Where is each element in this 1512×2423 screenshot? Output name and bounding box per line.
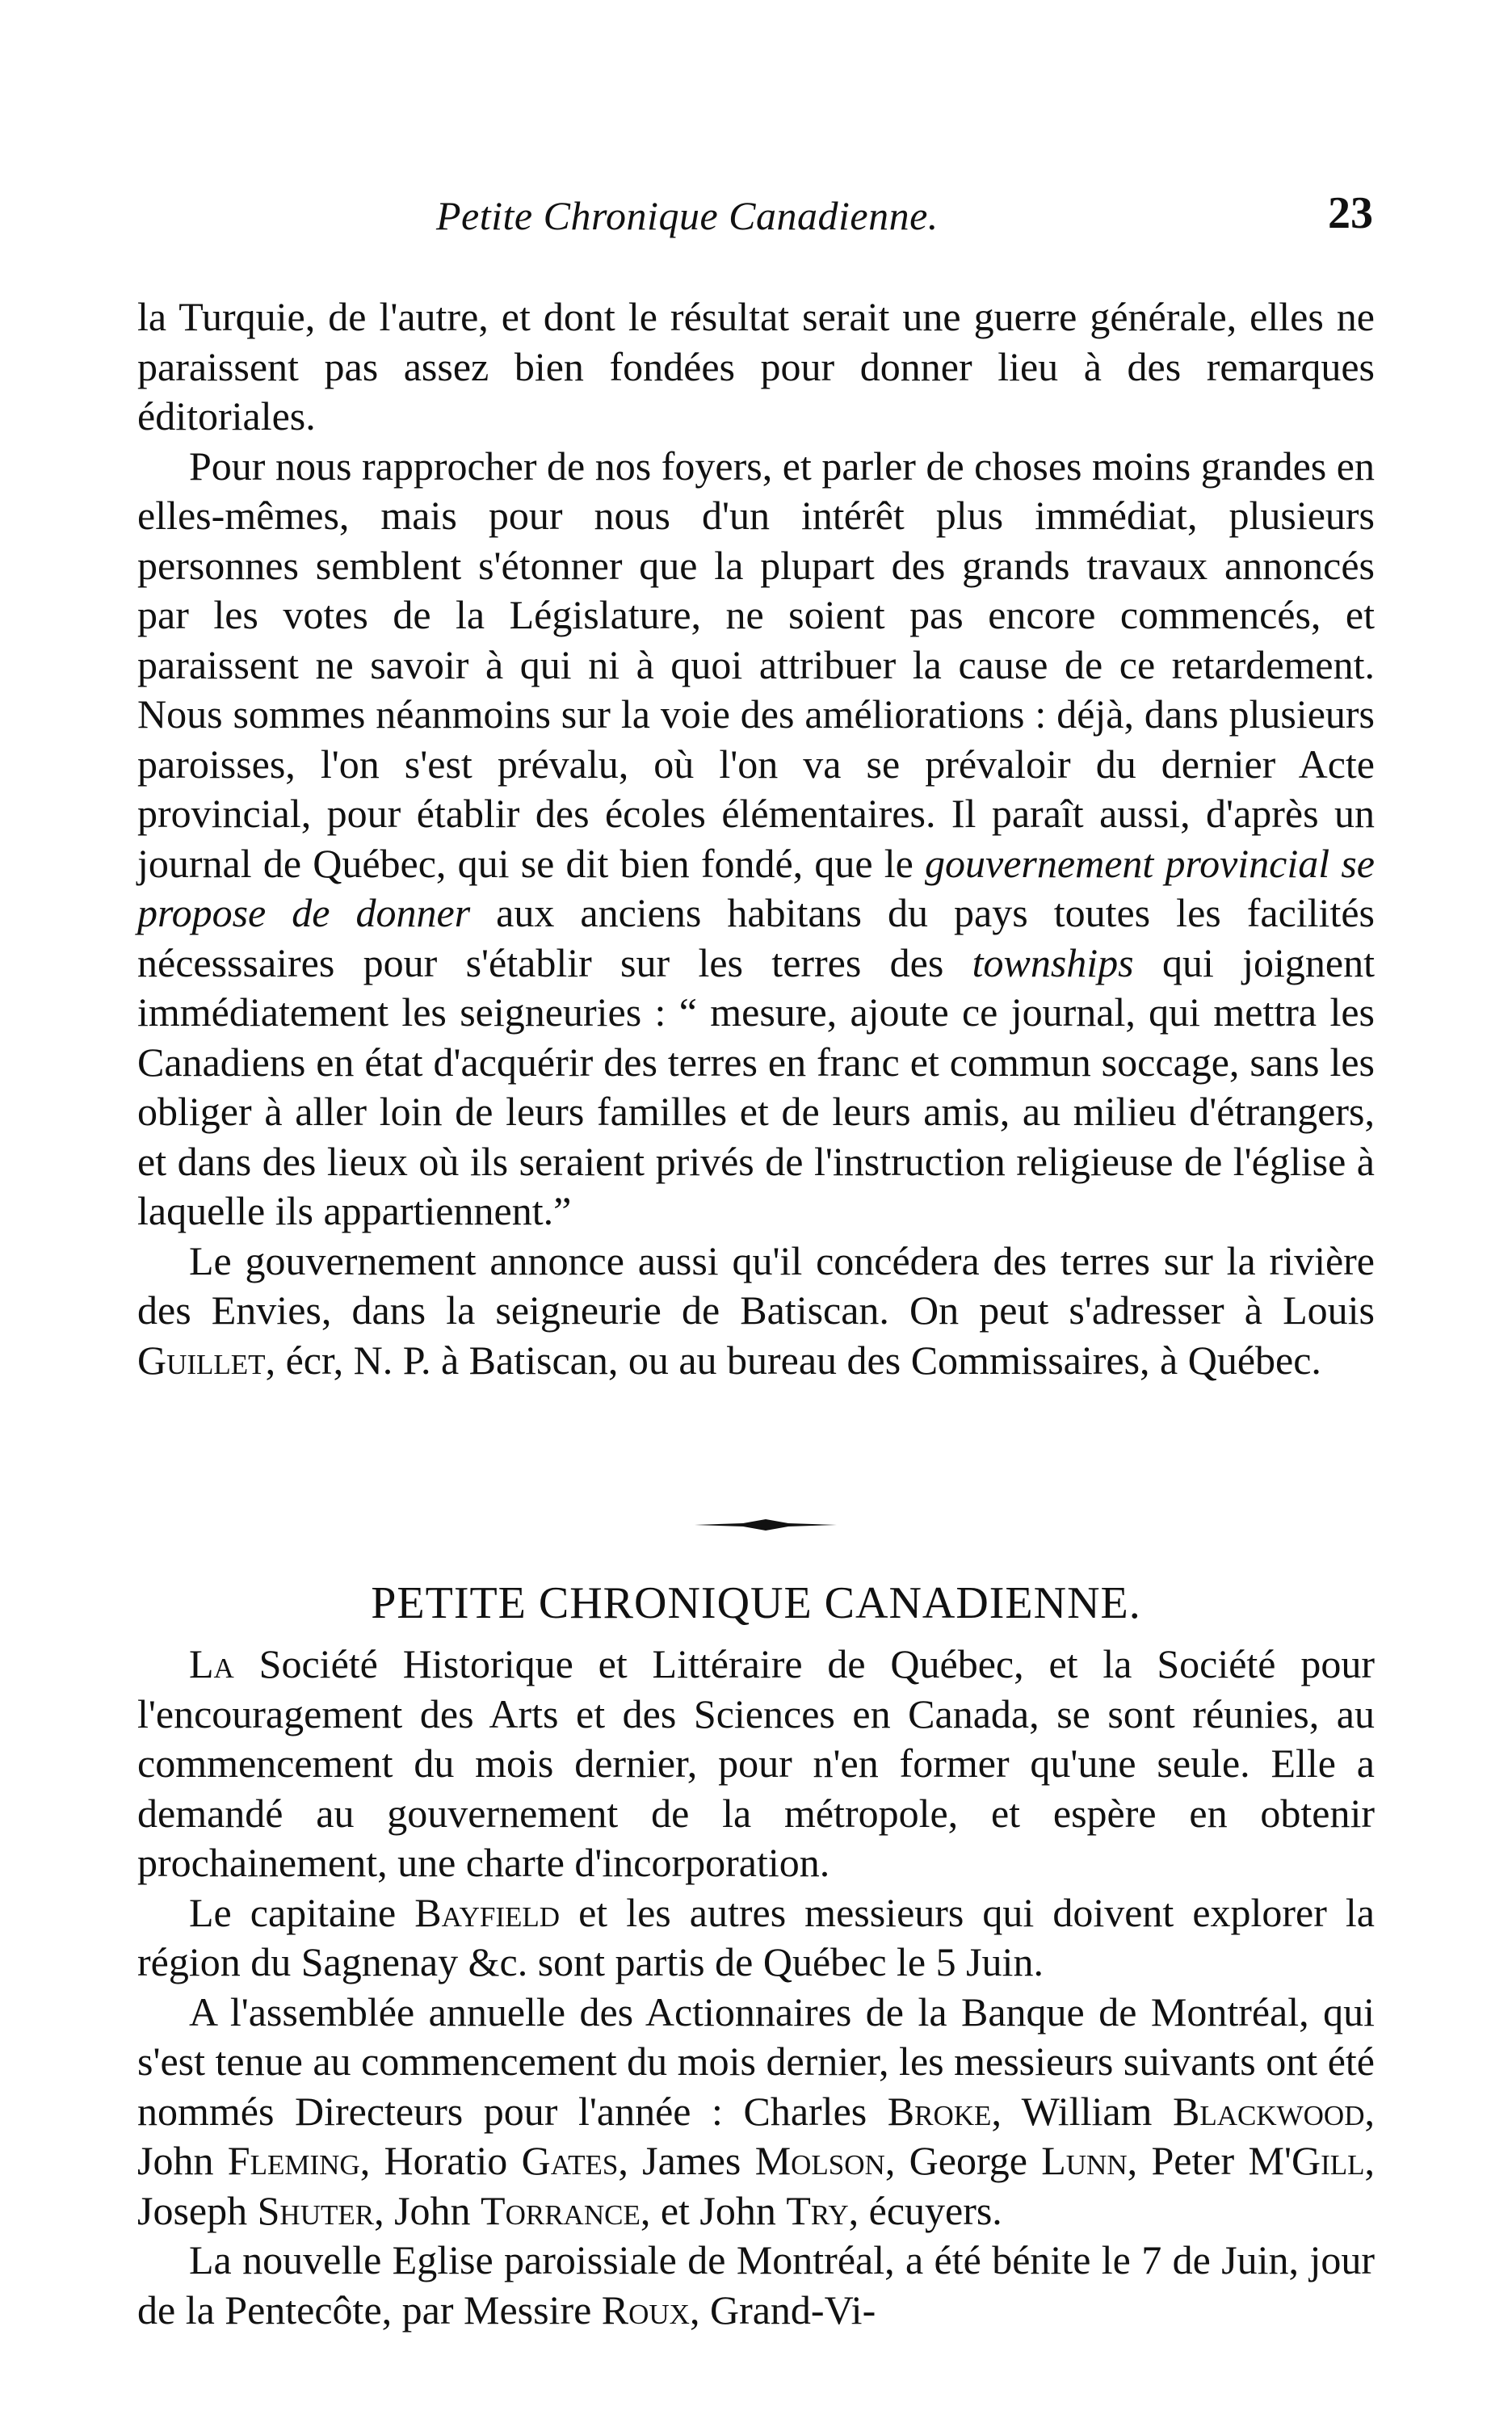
page-number: 23: [1328, 188, 1373, 238]
paragraph: A l'assemblée annuelle des Actionnaires de la Banque de Montréal, qui s'est tenue au commencement du mois dernier, les messieurs suivants ont été nommés Directeurs pour l'année : Charles Broke, William Blackwood, John Fleming, Horatio Gates, James Molson, George Lunn, Peter M'Gill, Joseph Shuter, John Torrance, et John Try, écuyers.: [137, 1988, 1375, 2233]
paragraph: La nouvelle Eglise paroissiale de Montréal, a été bénite le 7 de Juin, jour de la Pentecôte, par Messire Roux, Grand-Vi-: [137, 2237, 1375, 2333]
person-name: Blackwood: [1173, 2088, 1365, 2134]
paragraph: Le gouvernement annonce aussi qu'il concédera des terres sur la rivière des Envies, dans la seigneurie de Batiscan. On peut s'adresser à Louis Guillet, écr, N. P. à Batiscan, ou au bureau des Commissaires, à Québec.: [137, 1237, 1375, 1383]
person-name: Try: [786, 2187, 849, 2233]
person-name: Bayfield: [414, 1889, 561, 1935]
person-name: Roux: [601, 2287, 690, 2333]
running-title: Petite Chronique Canadienne.: [436, 193, 939, 238]
person-name: Broke: [887, 2088, 992, 2134]
article-continuation: [137, 292, 1375, 1385]
person-name: Shuter: [257, 2187, 375, 2233]
section-title: PETITE CHRONIQUE CANADIENNE.: [371, 1578, 1141, 1628]
person-name: Lunn: [1041, 2138, 1128, 2183]
person-name: Fleming: [227, 2138, 360, 2183]
running-head: [436, 188, 1373, 249]
chronicle-section: [137, 1640, 1375, 2335]
paragraph: Pour nous rapprocher de nos foyers, et parler de choses moins grandes en elles-mêmes, mais pour nous d'un intérêt plus immédiat, plusieurs personnes semblent s'étonner que la plupart des grands travaux annoncés par les votes de la Législature, ne soient pas encore commencés, et paraissent ne savoir à qui ni à quoi attribuer la cause de ce retardement. Nous sommes néanmoins sur la voie des améliorations : déjà, dans plusieurs paroisses, l'on s'est prévalu, où l'on va se prévaloir du dernier Acte provincial, pour établir des écoles élémentaires. Il paraît aussi, d'après un journal de Québec, qui se dit bien fondé, que le gouvernement provincial se propose de donner aux anciens habitans du pays toutes les facilités nécesssaires pour s'établir sur les terres des townships qui joignent immédiatement les seigneuries : “ mesure, ajoute ce journal, qui mettra les Canadiens en état d'acquérir des terres en franc et commun soccage, sans les obliger à aller loin de leurs familles et de leurs amis, au milieu d'étrangers, et dans des lieux où ils seraient privés de l'instruction religieuse de l'église à laquelle ils appartiennent.”: [137, 443, 1375, 1233]
paragraph: La Société Historique et Littéraire de Québec, et la Société pour l'encouragement des Arts et des Sciences en Canada, se sont réunies, au commencement du mois dernier, pour n'en former qu'une seule. Elle a demandé au gouvernement de la métropole, et espère en obtenir prochainement, une charte d'incorporation.: [137, 1641, 1375, 1885]
person-name: Guillet: [137, 1337, 266, 1383]
paragraph: la Turquie, de l'autre, et dont le résultat serait une guerre générale, elles ne paraissent pas assez bien fondées pour donner lieu à des remarques éditoriales.: [137, 294, 1375, 439]
person-name: M'Gill: [1248, 2138, 1365, 2183]
person-name: Torrance: [481, 2187, 640, 2233]
section-divider-ornament: [695, 1518, 837, 1531]
paragraph: Le capitaine Bayfield et les autres messieurs qui doivent explorer la région du Sagnenay &c. sont partis de Québec le 5 Juin.: [137, 1889, 1375, 1984]
person-name: Gates: [521, 2138, 619, 2183]
person-name: Molson: [754, 2138, 885, 2183]
